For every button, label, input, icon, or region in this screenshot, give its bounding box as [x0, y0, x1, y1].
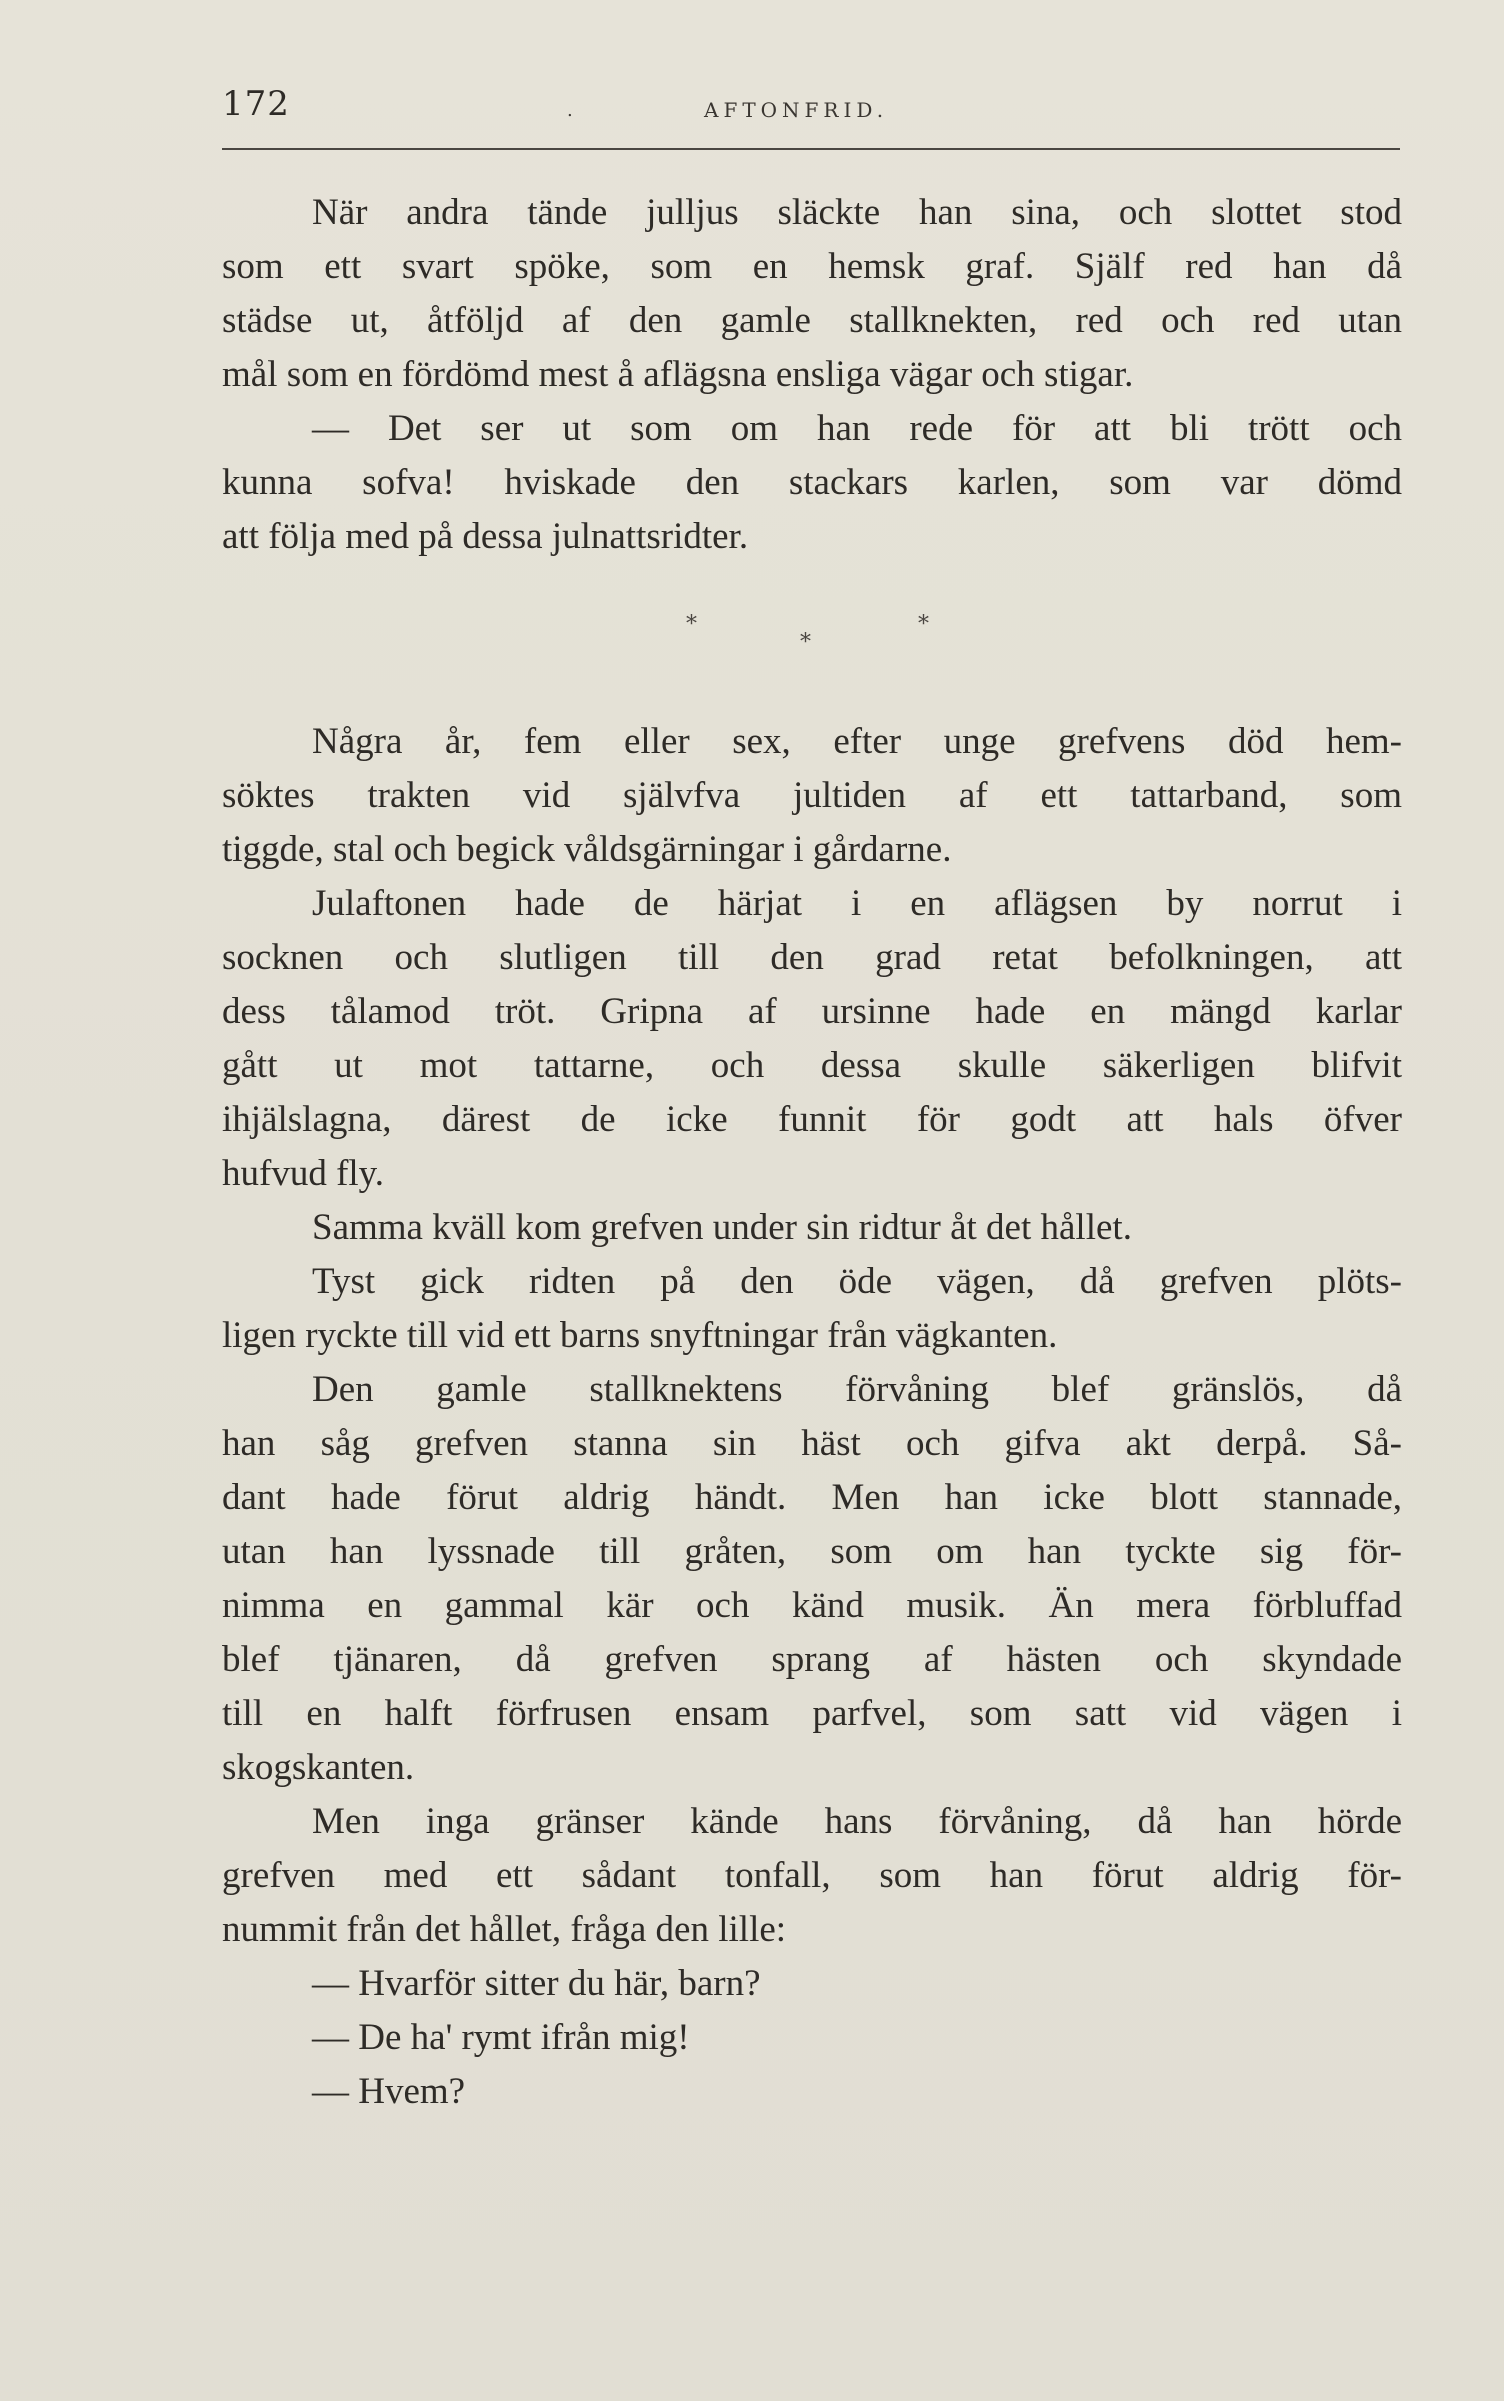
s2-p5-line-8: skogskanten. [222, 1747, 415, 1788]
s2-p1-line-3: tiggde, stal och begick våldsgärningar i gårdarne. [222, 829, 952, 870]
s2-p2-line-6: hufvud fly. [222, 1153, 385, 1194]
s2-p1-line-2: söktes trakten vid självfva jultiden af ett tattarband, som [222, 775, 1402, 816]
s2-p6-line-3: nummit från det hållet, fråga den lille: [222, 1909, 787, 1950]
s2-p5-line-7: till en halft förfrusen ensam parfvel, som satt vid vägen i [222, 1693, 1402, 1734]
section-2 [222, 715, 1402, 2119]
section-1 [222, 186, 1402, 564]
s2-p4-line-2: ligen ryckte till vid ett barns snyftningar från vägkanten. [222, 1315, 1058, 1356]
s2-p4-line-1: Tyst gick ridten på den öde vägen, då grefven plöts- [312, 1261, 1402, 1302]
s2-p6-line-1: Men inga gränser kände hans förvåning, då han hörde [312, 1801, 1402, 1842]
s2-p5-line-2: han såg grefven stanna sin häst och gifva akt derpå. Så- [222, 1423, 1402, 1464]
s2-p3-line-1: Samma kväll kom grefven under sin ridtur åt det hållet. [312, 1207, 1132, 1248]
paragraph-1-line-1: När andra tände julljus släckte han sina, och slottet stod [312, 192, 1402, 233]
paragraph-1-line-4: mål som en fördömd mest å aflägsna ensliga vägar och stigar. [222, 354, 1134, 395]
s2-p5-line-5: nimma en gammal kär och känd musik. Än mera förbluffad [222, 1585, 1402, 1626]
page-header [222, 84, 1402, 144]
s2-p1-line-1: Några år, fem eller sex, efter unge grefvens död hem- [312, 721, 1402, 762]
paragraph-1-line-3: städse ut, åtföljd af den gamle stallknekten, red och red utan [222, 300, 1402, 341]
paragraph-2-line-1: — Det ser ut som om han rede för att bli trött och [312, 408, 1402, 449]
paragraph-1-line-2: som ett svart spöke, som en hemsk graf. Själf red han då [222, 246, 1402, 287]
dialogue-line-2: — De ha' rymt ifrån mig! [312, 2017, 690, 2058]
s2-p5-line-3: dant hade förut aldrig händt. Men han icke blott stannade, [222, 1477, 1402, 1518]
dialogue-line-1: — Hvarför sitter du här, barn? [312, 1963, 761, 2004]
s2-p2-line-2: socknen och slutligen till den grad retat befolkningen, att [222, 937, 1402, 978]
header-dot: . [567, 100, 573, 121]
header-rule [222, 148, 1400, 150]
paragraph-2-line-2: kunna sofva! hviskade den stackars karlen, som var dömd [222, 462, 1402, 503]
s2-p5-line-4: utan han lyssnade till gråten, som om han tyckte sig för- [222, 1531, 1402, 1572]
s2-p2-line-1: Julaftonen hade de härjat i en aflägsen by norrut i [312, 883, 1402, 924]
asterism-star-2: * [800, 630, 811, 655]
page-number: 172 [222, 84, 290, 124]
asterism-star-1: * [686, 612, 697, 637]
s2-p2-line-3: dess tålamod tröt. Gripna af ursinne hade en mängd karlar [222, 991, 1402, 1032]
asterism-star-3: * [918, 612, 929, 637]
asterism-divider [0, 600, 1504, 660]
s2-p2-line-5: ihjälslagna, därest de icke funnit för godt att hals öfver [222, 1099, 1402, 1140]
paragraph-2-line-3: att följa med på dessa julnattsridter. [222, 516, 749, 557]
running-title: AFTONFRID. [704, 98, 889, 122]
s2-p2-line-4: gått ut mot tattarne, och dessa skulle säkerligen blifvit [222, 1045, 1402, 1086]
s2-p6-line-2: grefven med ett sådant tonfall, som han förut aldrig för- [222, 1855, 1402, 1896]
s2-p5-line-6: blef tjänaren, då grefven sprang af hästen och skyndade [222, 1639, 1402, 1680]
dialogue-line-3: — Hvem? [312, 2071, 466, 2112]
s2-p5-line-1: Den gamle stallknektens förvåning blef gränslös, då [312, 1369, 1402, 1410]
